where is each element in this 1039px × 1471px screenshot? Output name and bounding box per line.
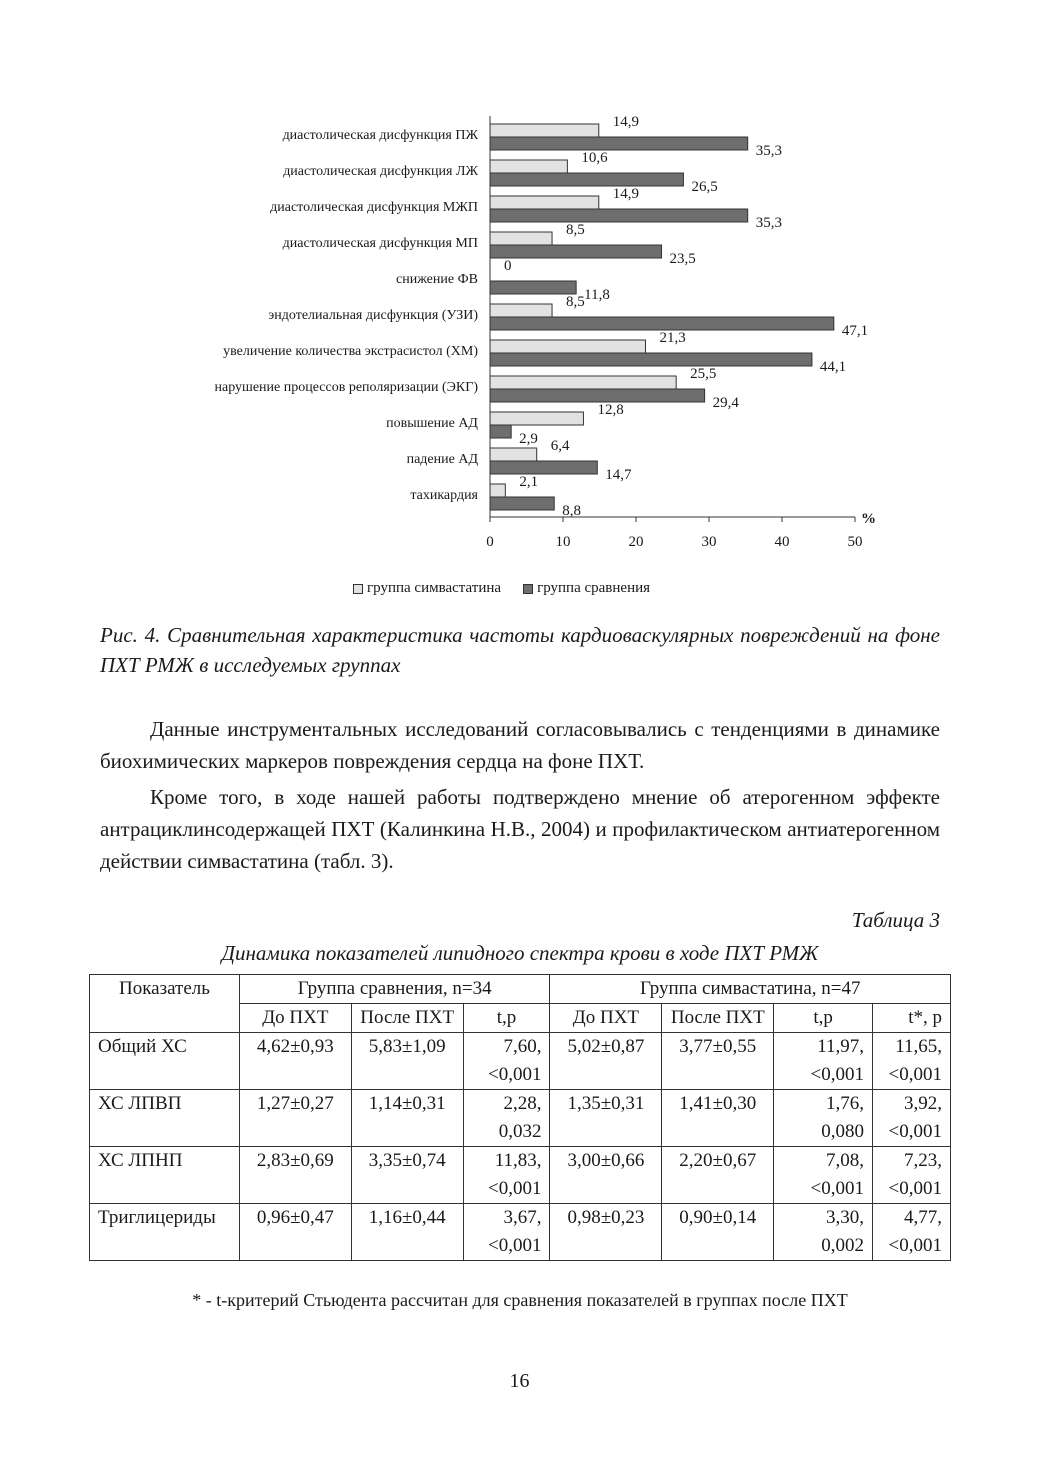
row-name: Общий ХС [90,1033,240,1090]
table-row [90,1033,951,1090]
data-label: 12,8 [597,402,624,418]
data-label: 29,4 [712,395,739,411]
cell-c-tp: 7,60, <0,001 [463,1033,550,1090]
data-label: 10,6 [581,150,608,166]
bar [490,353,812,366]
cell-tstar: 11,65, <0,001 [872,1033,950,1090]
table-row [90,1147,951,1204]
bar-chart [0,100,1039,560]
data-label: 14,9 [612,186,640,202]
x-tick-label: 40 [774,534,790,550]
data-label: 8,5 [566,294,585,310]
bar [490,389,705,402]
cell-c-after: 3,35±0,74 [351,1147,463,1204]
cell-s-after: 1,41±0,30 [662,1090,774,1147]
cell-c-tp: 3,67, <0,001 [463,1204,550,1261]
bar [490,484,505,497]
cell-tstar: 7,23, <0,001 [872,1147,950,1204]
category-label: снижение ФВ [396,272,478,287]
bar [490,317,834,330]
data-label: 8,5 [566,222,585,238]
paragraph-1: Данные инструментальных исследований согласовывались с тенденциями в динамике биохимических маркеров повреждения сердца на фоне ПХТ. [100,717,940,773]
cell-s-after: 0,90±0,14 [662,1204,774,1261]
page-number: 16 [509,1370,530,1392]
table-row [90,1090,951,1147]
data-label: 35,3 [755,215,782,231]
bar [490,461,597,474]
legend-swatch-simvastatin [353,584,363,594]
table-label: Таблица 3 [851,908,940,932]
cell-c-before: 4,62±0,93 [239,1033,351,1090]
bar [490,137,748,150]
category-label: диастолическая дисфункция ЛЖ [283,164,478,179]
cell-c-after: 1,16±0,44 [351,1204,463,1261]
table-title: Динамика показателей липидного спектра крови в ходе ПХТ РМЖ [221,941,819,965]
x-tick-label: 30 [701,534,717,550]
cell-c-after: 5,83±1,09 [351,1033,463,1090]
cell-s-tp: 3,30, 0,002 [774,1204,873,1261]
header-tp-simvastatin: t,p [774,1004,873,1033]
header-after-simvastatin: После ПХТ [662,1004,774,1033]
header-indicator: Показатель [90,975,240,1033]
row-name: Триглицериды [90,1204,240,1261]
cell-s-before: 0,98±0,23 [550,1204,662,1261]
data-label: 44,1 [819,359,847,375]
data-label: 8,8 [562,503,581,519]
x-tick-label: 20 [628,534,644,550]
bar [490,448,537,461]
table-footnote: * - t-критерий Стьюдента рассчитан для сравнения показателей в группах после ПХТ [192,1290,848,1310]
bar [490,340,645,353]
category-label: диастолическая дисфункция МЖП [270,200,478,215]
bar [490,209,748,222]
data-label: 2,1 [519,474,539,490]
bar [490,232,552,245]
x-tick-label: 0 [486,534,494,550]
cell-tstar: 3,92, <0,001 [872,1090,950,1147]
data-label: 6,4 [550,438,570,454]
bar [490,160,567,173]
data-label: 2,9 [519,431,538,447]
legend-label-simvastatin: группа симвастатина [367,580,502,596]
cell-c-before: 0,96±0,47 [239,1204,351,1261]
bar [490,245,662,258]
header-tp-comparison: t,p [463,1004,550,1033]
category-label: тахикардия [410,488,478,503]
cell-s-after: 2,20±0,67 [662,1147,774,1204]
data-label: 0 [504,258,512,274]
lipid-table [89,974,951,1261]
legend-swatch-comparison [523,584,533,594]
header-group-comparison: Группа сравнения, n=34 [239,975,550,1004]
figure-caption: Рис. 4. Сравнительная характеристика частоты кардиоваскулярных повреждений на фоне ПХТ РМЖ в исследуемых группах [100,623,940,677]
cell-s-before: 3,00±0,66 [550,1147,662,1204]
row-name: ХС ЛПНП [90,1147,240,1204]
cell-s-tp: 11,97, <0,001 [774,1033,873,1090]
data-label: 14,7 [605,467,632,483]
data-label: 11,8 [584,287,610,303]
header-before-comparison: До ПХТ [239,1004,351,1033]
category-label: увеличение количества экстрасистол (ХМ) [223,344,478,359]
bar [490,173,683,186]
category-label: диастолическая дисфункция МП [282,236,478,251]
bar [490,425,511,438]
cell-c-after: 1,14±0,31 [351,1090,463,1147]
cell-tstar: 4,77, <0,001 [872,1204,950,1261]
bar [490,281,576,294]
data-label: 23,5 [669,251,696,267]
cell-s-before: 5,02±0,87 [550,1033,662,1090]
category-label: нарушение процессов реполяризации (ЭКГ) [214,380,478,395]
data-label: 21,3 [659,330,686,346]
header-tstar: t*, p [872,1004,950,1033]
category-label: эндотелиальная дисфункция (УЗИ) [268,308,478,323]
cell-c-before: 1,27±0,27 [239,1090,351,1147]
x-tick-label: 50 [847,534,863,550]
category-label: падение АД [406,452,478,467]
legend-item-simvastatin [353,580,501,597]
legend-item-comparison [523,580,650,597]
paragraph-2: Кроме того, в ходе нашей работы подтверждено мнение об атерогенном эффекте антрациклинсодержащей ПХТ (Калинкина Н.В., 2004) и профилактическом антиатерогенном действии симвастатина (табл. 3). [100,785,940,873]
cell-c-tp: 11,83, <0,001 [463,1147,550,1204]
bar [490,412,583,425]
data-label: 47,1 [841,323,869,339]
table-row [90,1204,951,1261]
data-label: 25,5 [690,366,717,382]
x-axis-label: % [861,511,876,527]
table-header-row-1 [90,975,951,1004]
bar [490,497,554,510]
header-after-comparison: После ПХТ [351,1004,463,1033]
cell-s-tp: 1,76, 0,080 [774,1090,873,1147]
cell-s-tp: 7,08, <0,001 [774,1147,873,1204]
chart-legend [353,580,650,597]
cell-s-after: 3,77±0,55 [662,1033,774,1090]
data-label: 14,9 [612,114,640,130]
bar [490,124,599,137]
bar [490,304,552,317]
header-before-simvastatin: До ПХТ [550,1004,662,1033]
legend-label-comparison: группа сравнения [537,580,651,596]
data-label: 35,3 [755,143,782,159]
bar [490,196,599,209]
bar [490,376,676,389]
category-label: диастолическая дисфункция ПЖ [282,128,478,143]
data-label: 26,5 [691,179,718,195]
header-group-simvastatin: Группа симвастатина, n=47 [550,975,951,1004]
cell-c-before: 2,83±0,69 [239,1147,351,1204]
cell-s-before: 1,35±0,31 [550,1090,662,1147]
cell-c-tp: 2,28, 0,032 [463,1090,550,1147]
category-label: повышение АД [386,416,478,431]
x-tick-label: 10 [555,534,571,550]
row-name: ХС ЛПВП [90,1090,240,1147]
